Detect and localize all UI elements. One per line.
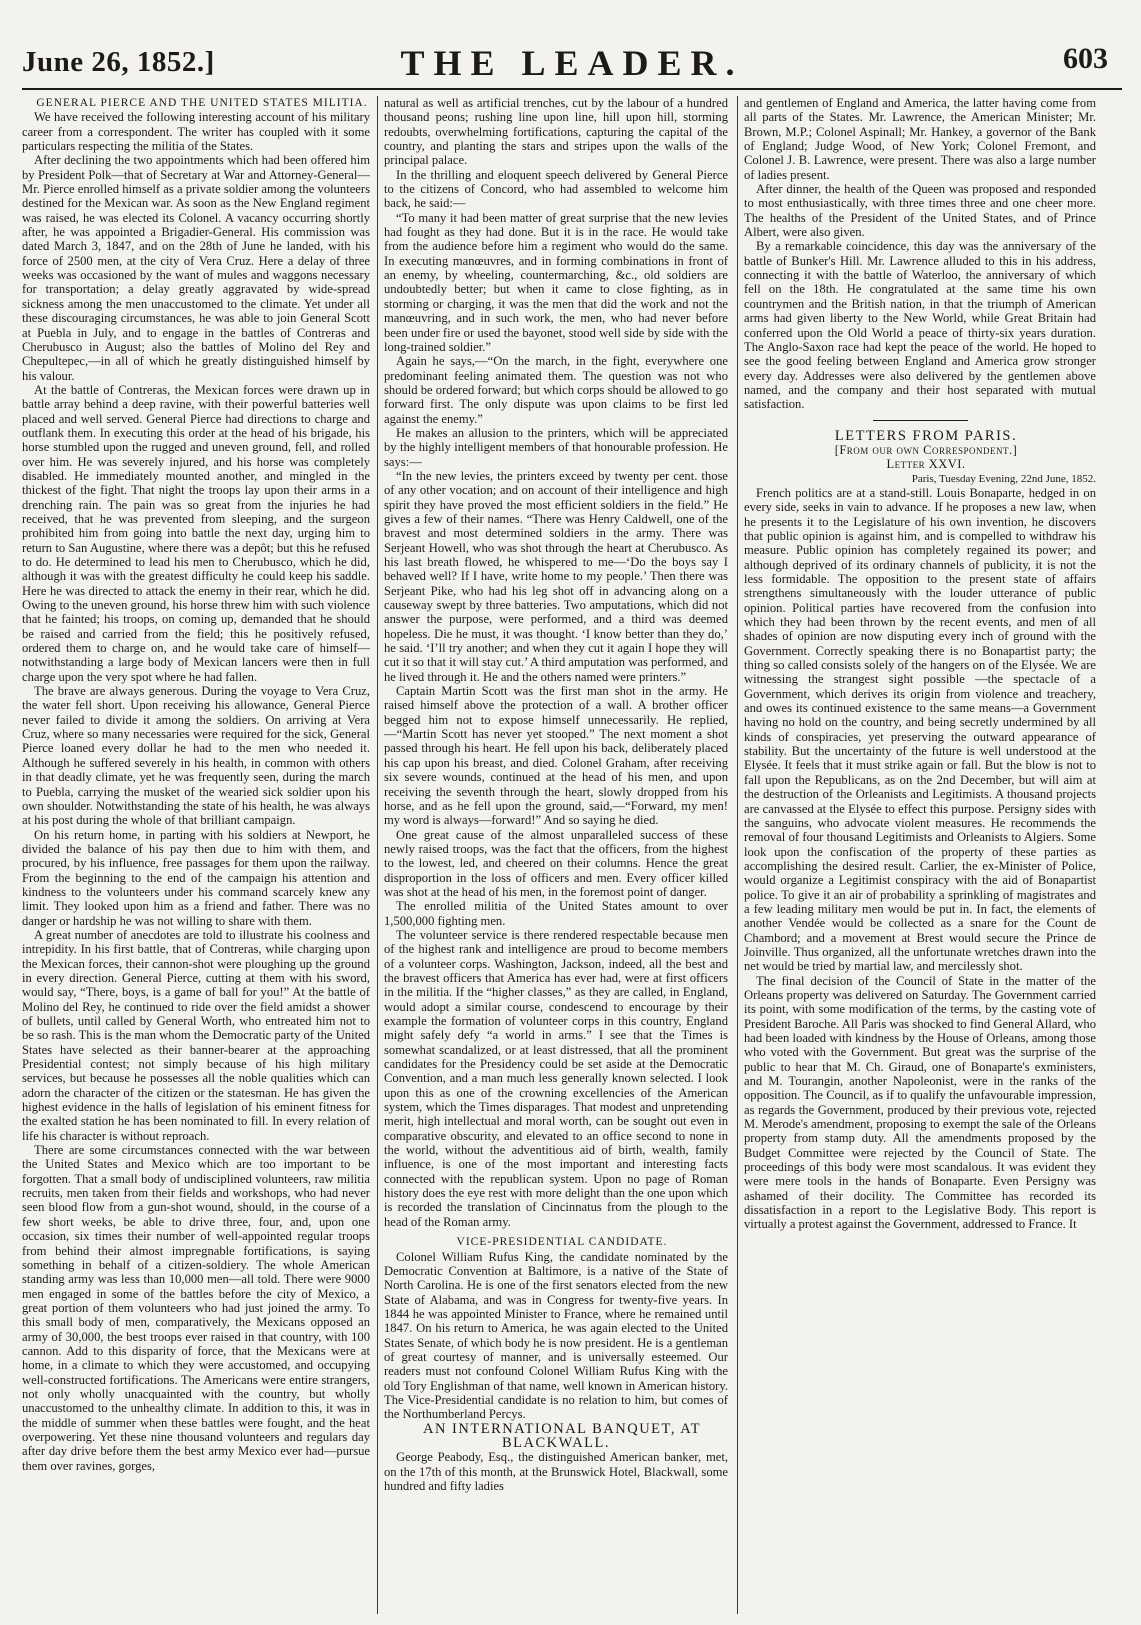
dateline: Paris, Tuesday Evening, 22nd June, 1852. <box>911 472 1096 485</box>
paragraph: and gentlemen of England and America, the latter having come from all parts of the States. Mr. Lawrence, the American Minister; Mr. Brown, M.P.; Colonel Aspinall; Mr. Hankey, a governor of the Bank of England; Judge Wood, of New York; Colonel Fremont, and Colonel J. B. Lawrence, were present. There was also a large number of ladies present. <box>744 96 1096 182</box>
section-divider <box>873 420 968 421</box>
newspaper-title: THE LEADER. <box>400 43 744 83</box>
column-rule <box>737 96 738 1614</box>
paragraph: There are some circumstances connected with the war between the United States and Mexico which are too important to be forgotten. That a small body of undisciplined volunteers, raw militia recruits, men taken from their fields and workshops, who had never seen blood flow from a gun-shot wound, should, in the course of a few short weeks, be able to drive three, four, and, upon one occasion, six times their number of well-appointed regular troops from behind their almost impregnable fortifications, is saying something in behalf of a citizen-soldiery. The whole American standing army was less than 10,000 men—all told. There were 9000 men engaged in some of the battles before the city of Mexico, a great portion of them volunteers who had just joined the army. To this small body of men, comparatively, the Mexicans opposed an army of 30,000, the best troops ever raised in that country, with 100 cannon. Add to this disparity of force, that the Mexicans were at home, in a climate to which they were accustomed, and occupying well-constructed fortifications. The Americans were entire strangers, not only wholly unacquainted with the country, but wholly unaccustomed to the unhealthy climate. In addition to this, it was in the middle of summer when these battles were fought, and the heat overpowering. Yet these nine thousand volunteers and regulars day after day drive before them the best army Mexico ever had—pursue them over ravines, gorges, <box>22 1143 370 1473</box>
correspondent-line: [From our own Correspondent.] <box>834 442 1018 457</box>
paragraph: Again he says,—“On the march, in the fight, everywhere one predominant feeling animated them. The question was not who should be ordered forward; but which corps should be allowed to go forward first. The only dispute was upon claims to be first led against the enemy.” <box>384 354 728 426</box>
paragraph: Colonel William Rufus King, the candidate nominated by the Democratic Convention at Baltimore, is a native of the State of North Carolina. He is one of the first senators elected from the new State of Alabama, and was in Congress for twenty-five years. In 1844 he was appointed Minister to France, where he remained until 1847. On his return to America, he was again elected to the United States Senate, of which body he is now president. He is a gentleman of great courtesy of manner, and is universally esteemed. Our readers must not confound Colonel William Rufus King with the old Tory Englishman of that name, well known in American history. The Vice-Presidential candidate is no relation to him, but comes of the Northumberland Percys. <box>384 1249 728 1422</box>
column-3 <box>744 96 1096 1616</box>
paragraph: natural as well as artificial trenches, cut by the labour of a hundred thousand peons; rushing line upon line, hill upon hill, storming redoubts, overwhelming fortifications, capturing the capital of the country, and planting the stars and stripes upon the walls of the principal palace. <box>384 96 728 168</box>
article-heading: GENERAL PIERCE AND THE UNITED STATES MILITIA. <box>36 97 368 109</box>
paragraph: He makes an allusion to the printers, which will be appreciated by the highly intelligent members of that honourable profession. He says:— <box>384 425 728 469</box>
paragraph: The enrolled militia of the United States amount to over 1,500,000 fighting men. <box>384 899 728 928</box>
page-number: 603 <box>1063 42 1108 75</box>
masthead <box>22 38 1122 90</box>
column-rule <box>377 96 378 1614</box>
paragraph: Captain Martin Scott was the first man shot in the army. He raised himself above the protection of a wall. A brother officer begged him not to expose himself unnecessarily. He replied,—“Martin Scott has never yet stooped.” The next moment a shot passed through his heart. He fell upon his back, deliberately placed his cap upon his breast, and died. Colonel Graham, after receiving six severe wounds, continued at the head of his men, and upon receiving the seventh through the heart, slowly dropped from his horse, and as he fell upon the ground, said,—“Forward, my men! my word is always—forward!” And so saying he died. <box>384 684 728 828</box>
paragraph: After declining the two appointments which had been offered him by President Polk—that of Secretary at War and Attorney-General—Mr. Pierce enrolled himself as a private soldier among the volunteers destined for the Mexican war. As soon as the New England regiment was raised, he was elected its Colonel. A vacancy occurring shortly after, he was appointed a Brigadier-General. His commission was dated March 3, 1847, and on the 28th of June he landed, with his force of 2500 men, at the city of Vera Cruz. Here a delay of three weeks was occasioned by the want of mules and waggons necessary for transportation; a delay greatly aggravated by wide-spread sickness among the men unaccustomed to the climate. Yet under all these discouraging circumstances, he was able to join General Scott at Puebla in July, and to engage in the battles of Contreras and Cherubusco in August; also the battles of Molino del Rey and Chepultepec,—in all of which he greatly distinguished himself by his valour. <box>22 153 370 383</box>
paragraph: The final decision of the Council of State in the matter of the Orleans property was delivered on Saturday. The Government carried its point, with some modification of the terms, by the casting vote of President Baroche. All Paris was shocked to find General Allard, who had been loaded with kindness by the House of Orleans, among those who voted with the Government. But great was the surprise of the public to hear that M. Ch. Giraud, one of Bonaparte's exministers, and M. Tourangin, another Napoleonist, were in the ranks of the opposition. The Council, as if to qualify the unfavourable impression, as regards the Government, produced by their previous vote, rejected M. Merode's amendment, proposing to exempt the sale of the Orleans property from stamp duty. All the amendments proposed by the Budget Committee were rejected by the Council of State. The proceedings of this body were most scandalous. It was evident they were mere tools in the hands of Bonaparte. Even Persigny was ashamed of their docility. The Committee has recorded its dissatisfaction in a report to the Legislative Body. This report is virtually a protest against the Government, addressed to France. It <box>744 973 1096 1232</box>
paragraph: After dinner, the health of the Queen was proposed and responded to most enthusiastically, with three times three and one cheer more. The healths of the President of the United States, and of Prince Albert, were also given. <box>744 182 1096 240</box>
paragraph: The brave are always generous. During the voyage to Vera Cruz, the water fell short. Upon receiving his allowance, General Pierce never failed to divide it among the soldiers. On arriving at Vera Cruz, where so many necessaries were required for the sick, General Pierce loaned every dollar he had to the men who needed it. Although he suffered severely in his health, in common with others in that deadly climate, yet he was frequently seen, during the march to Puebla, carrying the musket of the wearied sick soldier upon his own shoulder. Notwithstanding the state of his health, he was always at his post during the whole of that brilliant campaign. <box>22 684 370 828</box>
paragraph: The volunteer service is there rendered respectable because men of the highest rank and intelligence are proud to become members of a volunteer corps. Washington, Jackson, indeed, all the best and the bravest officers that America has ever had, were at first officers in the militia. If the “higher classes,” as they are called, in England, would adopt a similar course, condescend to encourage by their example the formation of volunteer corps in this country, England might safely defy “a world in arms.” I see that the Times is somewhat scandalized, or at least distressed, that all the prominent candidates for the Presidency could be set aside at the Democratic Convention, and a man much less generally known selected. I look upon this as one of the crowning excellencies of the American system, which the Times disparages. That modest and unpretending merit, high intellectual and moral worth, can be sought out even in comparative obscurity, and elevated to an office second to none in the world, without the adventitious aid of birth, wealth, family influence, is one of the most important and interesting facts connected with the republican system. Upon no page of Roman history does the eye rest with more delight than the one upon which is recorded the translation of Cincinnatus from the plough to the head of the Roman army. <box>384 927 728 1229</box>
column-1 <box>22 96 370 1616</box>
issue-date: June 26, 1852.] <box>22 46 215 78</box>
header-rule <box>22 88 1122 90</box>
paragraph: One great cause of the almost unparalleled success of these newly raised troops, was the fact that the officers, from the highest to the lowest, led, and cheered on their columns. Hence the great disproportion in the loss of officers and men. Every officer killed was shot at the head of his men, in the foremost point of danger. <box>384 827 728 899</box>
section-heading: LETTERS FROM PARIS. <box>834 427 1018 444</box>
column-2 <box>384 96 728 1616</box>
paragraph: A great number of anecdotes are told to illustrate his coolness and intrepidity. In his first battle, that of Contreras, while charging upon the Mexican forces, their cannon-shot were ploughing up the ground in every direction. General Pierce, cutting at them with his sword, would say, “There, boys, is a game of ball for you!” At the battle of Molino del Rey, he continued to ride over the field amidst a shower of bullets, until called by General Worth, who entreated him not to be so rash. This is the man whom the Democratic party of the United States have selected as their banner-bearer at the approaching Presidential contest; not simply because of his high military services, but because he possesses all the noble qualities which can adorn the character of the citizen or the statesman. He has given the highest evidence in the halls of legislation of his eminent fitness for the exalted station he has been nominated to fill. In every relation of life his character is without reproach. <box>22 927 370 1143</box>
section-heading: AN INTERNATIONAL BANQUET, AT BLACKWALL. <box>422 1420 701 1451</box>
letter-number: Letter XXVI. <box>886 457 966 472</box>
section-heading: VICE-PRESIDENTIAL CANDIDATE. <box>456 1236 668 1249</box>
paragraph: At the battle of Contreras, the Mexican forces were drawn up in battle array behind a deep ravine, with their powerful batteries well placed and well served. General Pierce had directions to charge and outflank them. In executing this order at the head of his brigade, his horse stumbled upon the rugged and uneven ground, fell, and rolled over him. He was severely injured, and his horse was completely disabled. He immediately mounted another, and mingled in the thickest of the fight. That night the troops lay upon their arms in a drenching rain. The pain was so great from the injuries he had received, that he was prevented from sleeping, and the surgeon prohibited him from going into battle the next day, urging him to return to San Augustine, where there was a depôt; but this he refused to do. He determined to lead his men to Cherubusco, which he did, although it was with the greatest difficulty he could keep his saddle. Here he was directed to attack the enemy in their rear, which he did. Owing to the uneven ground, his horse threw him with such violence that he fainted; his troops, on coming up, demanded that he should be raised and carried from the field; this he positively refused, ordered them to charge on, and he would take care of himself—notwithstanding a large body of Mexican lancers were then in full charge upon the very spot where he had fallen. <box>22 382 370 684</box>
paragraph: On his return home, in parting with his soldiers at Newport, he divided the balance of his pay then due to him with them, and procured, by his influence, free passages for them upon the railway. From the beginning to the end of the campaign his attention and kindness to the volunteers under his command scarcely knew any limit. They looked upon him as a friend and father. There was no danger or hardship he was not willing to share with them. <box>22 827 370 928</box>
paragraph: We have received the following interesting account of his military career from a correspondent. The writer has coupled with it some particulars respecting the militia of the States. <box>22 110 370 154</box>
paragraph: French politics are at a stand-still. Louis Bonaparte, hedged in on every side, seeks in vain to advance. If he proposes a new law, when he presents it to the Legislature of his own invention, he discovers that public opinion is against him, and is compelled to withdraw his measure. Public opinion has completely regained its power; and although deprived of its ordinary channels of publicity, it is not the less formidable. The opposition to the present state of affairs strengthens simultaneously with the louder utterance of public opinion. Political parties have recovered from the confusion into which they had been thrown by the recent events, and men of all shades of opinion are now disputing every inch of ground with the Government. Correctly speaking there is no Bonapartist party; the thing so called consists solely of the hangers on of the Elysée. We are witnessing the strangest sight possible —the spectacle of a Government, which derives its origin from violence and treachery, and owes its continued existence to the same means—a Government having no hold on the country, and being secretly undermined by all kinds of conspiracies, yet preserving the outward appearance of stability. But the uncertainty of the future is well understood at the Elysée. It feels that it must strike again or fall. But the blow is not to fall upon the Republicans, as on the 2nd December, but will aim at the destruction of the Orleanists and Legitimists. A thousand projects are canvassed at the Elysée to effect this purpose. Persigny sides with the sanguins, who advocate violent measures. He recommends the removal of four thousand Legitimists and Orleanists to Algiers. Some look upon the confiscation of the property of these parties as accomplishing the desired result. Carlier, the ex-Minister of Police, would organize a Legitimist conspiracy with the aid of Bonapartist police. To give it an air of probability a sprinkling of magistrates and a few leading military men would be put in. In fact, the elements of another Vendée would be collected as a snare for the Count de Chambord; and a movement at Brest would secure the Prince de Joinville. Thus organized, all the unfortunate wretches drawn into the net would be tried by martial law, and mercilessly shot. <box>744 485 1096 974</box>
paragraph: “In the new levies, the printers exceed by twenty per cent. those of any other vocation; and on account of their intelligence and high spirit they have proved the most efficient soldiers in the field.” He gives a few of their names. “There was Henry Caldwell, one of the bravest and most determined soldiers in the army. There was Serjeant Howell, who was shot through the heart at Cherubusco. As his last breath flowed, he whispered to me—‘Do the boys say I behaved well? If I have, write home to my people.’ Then there was Serjeant Pike, who had his leg shot off in advancing along on a causeway swept by three batteries. Two amputations, which did not answer the purpose, were performed, and a third was deemed hopeless. Die he must, it was thought. ‘I know better than they do,’ he said. ‘I’ll try another; and when they cut it again I hope they will cut it so that it will stay cut.’ A third amputation was performed, and he lived through it. He and the others named were printers.” <box>384 468 728 684</box>
paragraph: George Peabody, Esq., the distinguished American banker, met, on the 17th of this month, at the Brunswick Hotel, Blackwall, some hundred and fifty ladies <box>384 1450 728 1493</box>
paragraph: “To many it had been matter of great surprise that the new levies had fought as they had done. But it is in the race. He would take from the audience before him a regiment who would do the same. In executing manœuvres, and in forming combinations in front of an enemy, by wheeling, countermarching, &c., old soldiers are undoubtedly better; but when it came to close fighting, as in storming or charging, it was the men that did the work and not the manœuvring, and in such work, the men, who had never before been under fire or used the bayonet, stood well side by side with the long-trained soldier.” <box>384 210 728 354</box>
paragraph: In the thrilling and eloquent speech delivered by General Pierce to the citizens of Concord, who had assembled to welcome him back, he said:— <box>384 167 728 211</box>
paragraph: By a remarkable coincidence, this day was the anniversary of the battle of Bunker's Hill. Mr. Lawrence alluded to this in his address, connecting it with the battle of Waterloo, the anniversary of which fell on the 18th. He congratulated at the same time his own countrymen and the British nation, in that the triumph of American arms had given liberty to the New World, while Great Britain had conferred upon the Old World a peace of thirty-six years duration. The Anglo-Saxon race had kept the peace of the world. He hoped to see the good feeling between England and America grow stronger every day. Addresses were also delivered by the gentlemen above named, and the company and their host separated with mutual satisfaction. <box>744 239 1096 412</box>
